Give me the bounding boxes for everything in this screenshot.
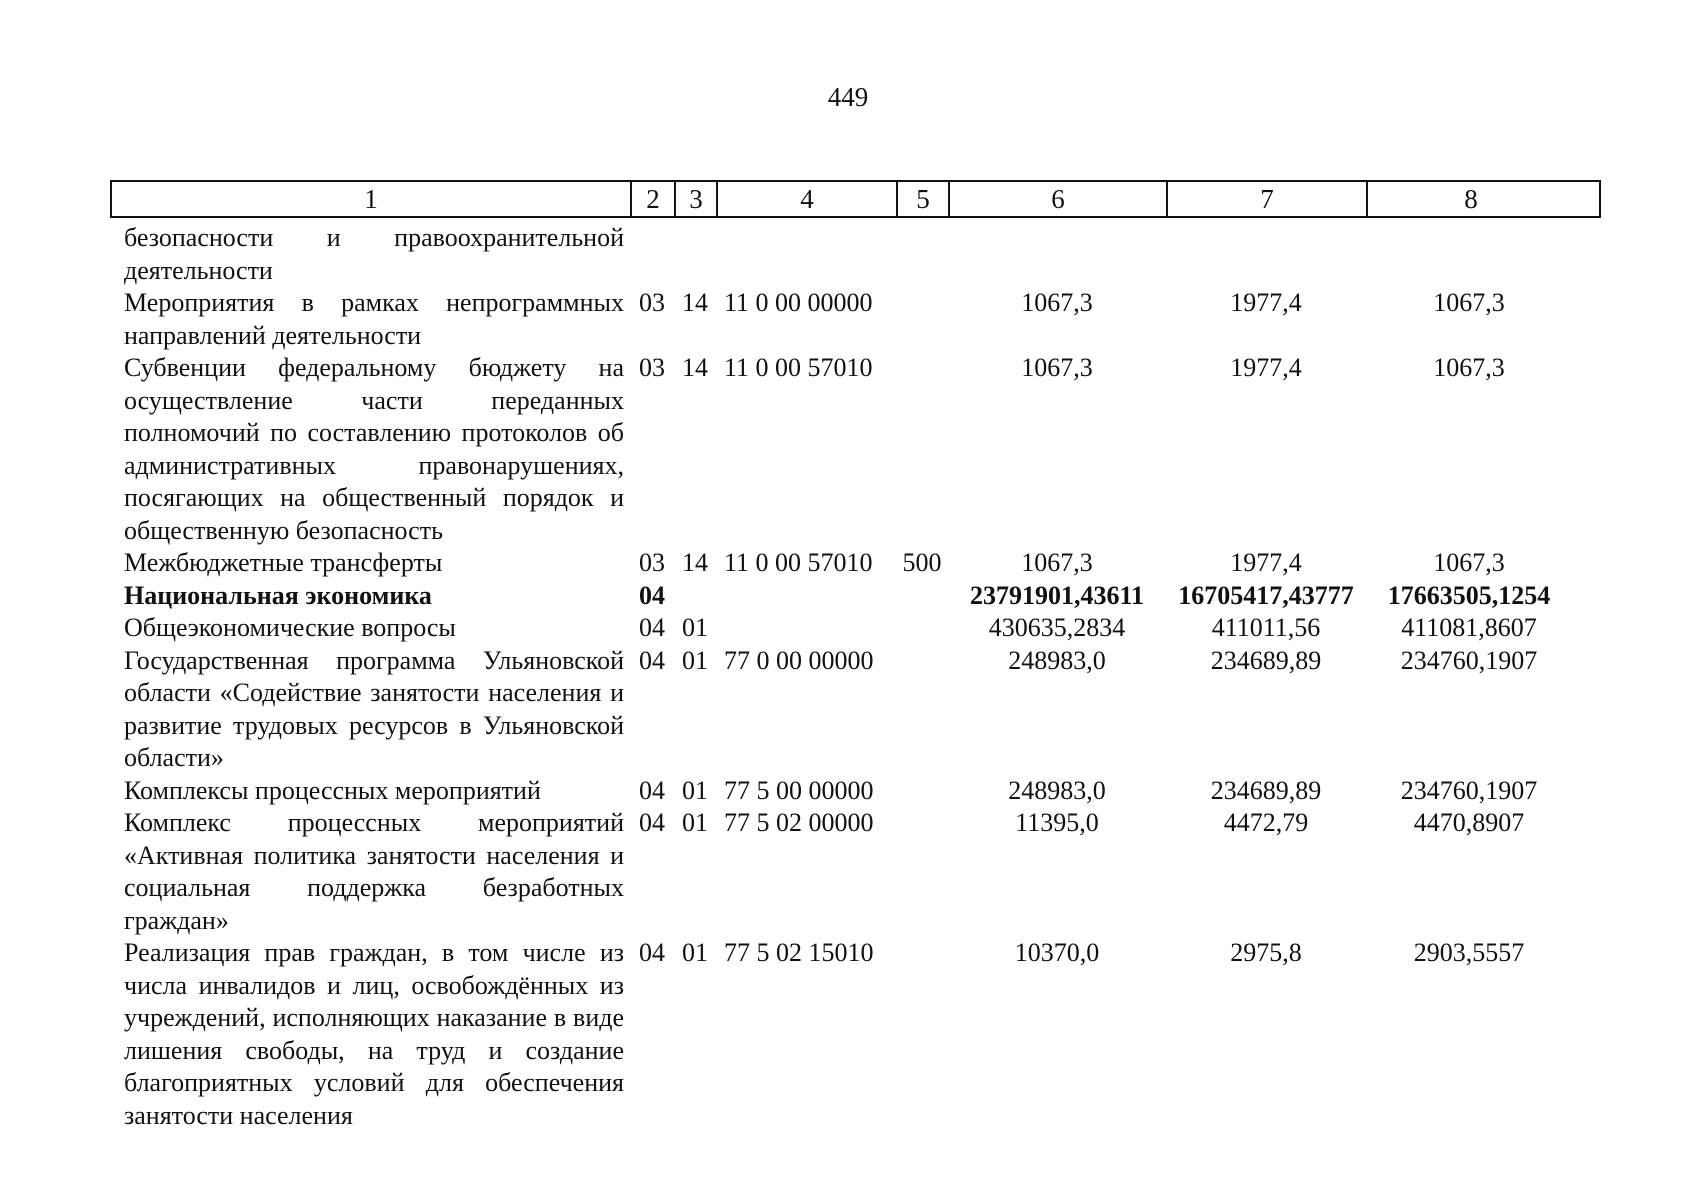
row-section: 04	[639, 938, 665, 967]
header-col-2: 2	[632, 182, 676, 216]
row-subsection: 01	[682, 613, 708, 642]
row-value-6: 248983,0	[1008, 645, 1106, 675]
row-target-code: 11 0 00 57010	[724, 353, 873, 382]
row-subsection: 01	[682, 645, 708, 675]
row-expense-type	[896, 352, 948, 547]
row-target-code: 77 5 00 00000	[724, 775, 874, 805]
row-value-8: 17663505,1254	[1387, 580, 1551, 610]
row-subsection: 14	[682, 548, 708, 577]
row-value-8: 411081,8607	[1401, 613, 1537, 642]
row-section: 03	[639, 548, 665, 577]
row-section: 04	[639, 645, 665, 675]
row-subsection: 14	[682, 353, 708, 382]
row-subsection	[674, 580, 716, 613]
table-body	[110, 222, 1601, 1132]
row-target-code: 77 5 02 15010	[724, 938, 874, 967]
row-value-7	[1166, 222, 1366, 287]
table-row	[110, 580, 1601, 613]
row-section	[630, 222, 674, 287]
row-value-7: 2975,8	[1230, 938, 1302, 967]
row-value-6: 10370,0	[1014, 938, 1100, 967]
table-row	[110, 807, 1601, 937]
row-target-code: 11 0 00 57010	[724, 548, 873, 577]
row-target-code: 77 0 00 00000	[724, 645, 874, 675]
table-row	[110, 352, 1601, 547]
header-col-7: 7	[1168, 182, 1368, 216]
row-value-6: 11395,0	[1015, 808, 1099, 837]
row-expense-type	[896, 580, 948, 613]
table-row	[110, 287, 1601, 352]
row-value-7: 4472,79	[1223, 808, 1309, 837]
row-target-code: 77 5 02 00000	[724, 808, 874, 837]
row-value-7: 234689,89	[1210, 645, 1322, 675]
row-subsection	[674, 222, 716, 287]
row-section: 04	[639, 613, 665, 642]
row-value-7: 411011,56	[1211, 613, 1321, 642]
row-section: 03	[639, 353, 665, 382]
row-name: Субвенции федеральному бюджету на осуществление части переданных полномочий по составлению протоколов об административных правонарушениях, посягающих на общественный порядок и общественную безопасность	[124, 353, 624, 545]
row-name: Комплексы процессных мероприятий	[124, 775, 541, 805]
row-subsection: 14	[682, 288, 708, 317]
row-value-6: 1067,3	[1021, 288, 1093, 317]
page-number: 449	[827, 82, 869, 112]
row-value-7: 16705417,43777	[1178, 580, 1354, 610]
row-expense-type	[896, 775, 948, 808]
table-row	[110, 547, 1601, 580]
row-name: Государственная программа Ульяновской области «Содействие занятости населения и развитие трудовых ресурсов в Ульяновской области»	[124, 645, 624, 772]
row-target-code: 11 0 00 00000	[724, 288, 873, 317]
row-expense-type	[896, 807, 948, 937]
row-value-8	[1366, 222, 1572, 287]
row-value-8: 234760,1907	[1400, 775, 1538, 805]
table-row	[110, 222, 1601, 287]
row-subsection: 01	[682, 775, 708, 805]
row-subsection: 01	[682, 808, 708, 837]
row-name: Национальная экономика	[124, 580, 432, 610]
row-value-6: 23791901,43611	[969, 580, 1145, 610]
row-section: 04	[639, 775, 665, 805]
table-row	[110, 775, 1601, 808]
row-value-8: 234760,1907	[1400, 645, 1538, 675]
row-value-7: 1977,4	[1230, 353, 1302, 382]
row-expense-type	[896, 287, 948, 352]
header-col-4: 4	[718, 182, 898, 216]
row-target-code	[716, 612, 896, 645]
row-value-7: 1977,4	[1230, 288, 1302, 317]
row-subsection: 01	[682, 938, 708, 967]
row-section: 04	[639, 580, 665, 610]
table-row	[110, 937, 1601, 1132]
row-expense-type	[896, 645, 948, 775]
row-name: Комплекс процессных мероприятий «Активная политика занятости населения и социальная поддержка безработных граждан»	[124, 808, 624, 935]
header-col-6: 6	[950, 182, 1168, 216]
row-value-8: 1067,3	[1433, 288, 1505, 317]
row-target-code	[716, 580, 896, 613]
row-value-6: 1067,3	[1021, 548, 1093, 577]
row-value-7: 1977,4	[1230, 548, 1302, 577]
row-value-6: 430635,2834	[988, 613, 1126, 642]
row-target-code	[716, 222, 896, 287]
table-header	[110, 180, 1601, 218]
row-value-8: 1067,3	[1433, 353, 1505, 382]
row-name: Общеэкономические вопросы	[124, 613, 456, 642]
table-row	[110, 645, 1601, 775]
header-col-3: 3	[676, 182, 718, 216]
row-value-6: 248983,0	[1008, 775, 1106, 805]
header-col-8: 8	[1464, 184, 1478, 214]
row-value-8: 2903,5557	[1413, 938, 1525, 967]
row-expense-type	[896, 937, 948, 1132]
row-value-8: 4470,8907	[1413, 808, 1525, 837]
row-value-6	[948, 222, 1166, 287]
row-name: Реализация прав граждан, в том числе из числа инвалидов и лиц, освобождённых из учреждений, исполняющих наказание в виде лишения свободы, на труд и создание благоприятных условий для обеспечения занятости населения	[124, 938, 624, 1130]
row-section: 04	[639, 808, 665, 837]
row-section: 03	[639, 288, 665, 317]
header-col-1: 1	[112, 182, 632, 216]
header-col-5: 5	[898, 182, 950, 216]
row-expense-type	[896, 612, 948, 645]
row-name: Мероприятия в рамках непрограммных направлений деятельности	[124, 288, 624, 350]
row-value-6: 1067,3	[1021, 353, 1093, 382]
row-expense-type: 500	[902, 548, 942, 577]
row-value-7: 234689,89	[1210, 775, 1322, 805]
row-value-8: 1067,3	[1433, 548, 1505, 577]
table-row	[110, 612, 1601, 645]
row-name: безопасности и правоохранительной деятельности	[124, 223, 624, 285]
row-name: Межбюджетные трансферты	[124, 548, 443, 577]
row-expense-type	[896, 222, 948, 287]
